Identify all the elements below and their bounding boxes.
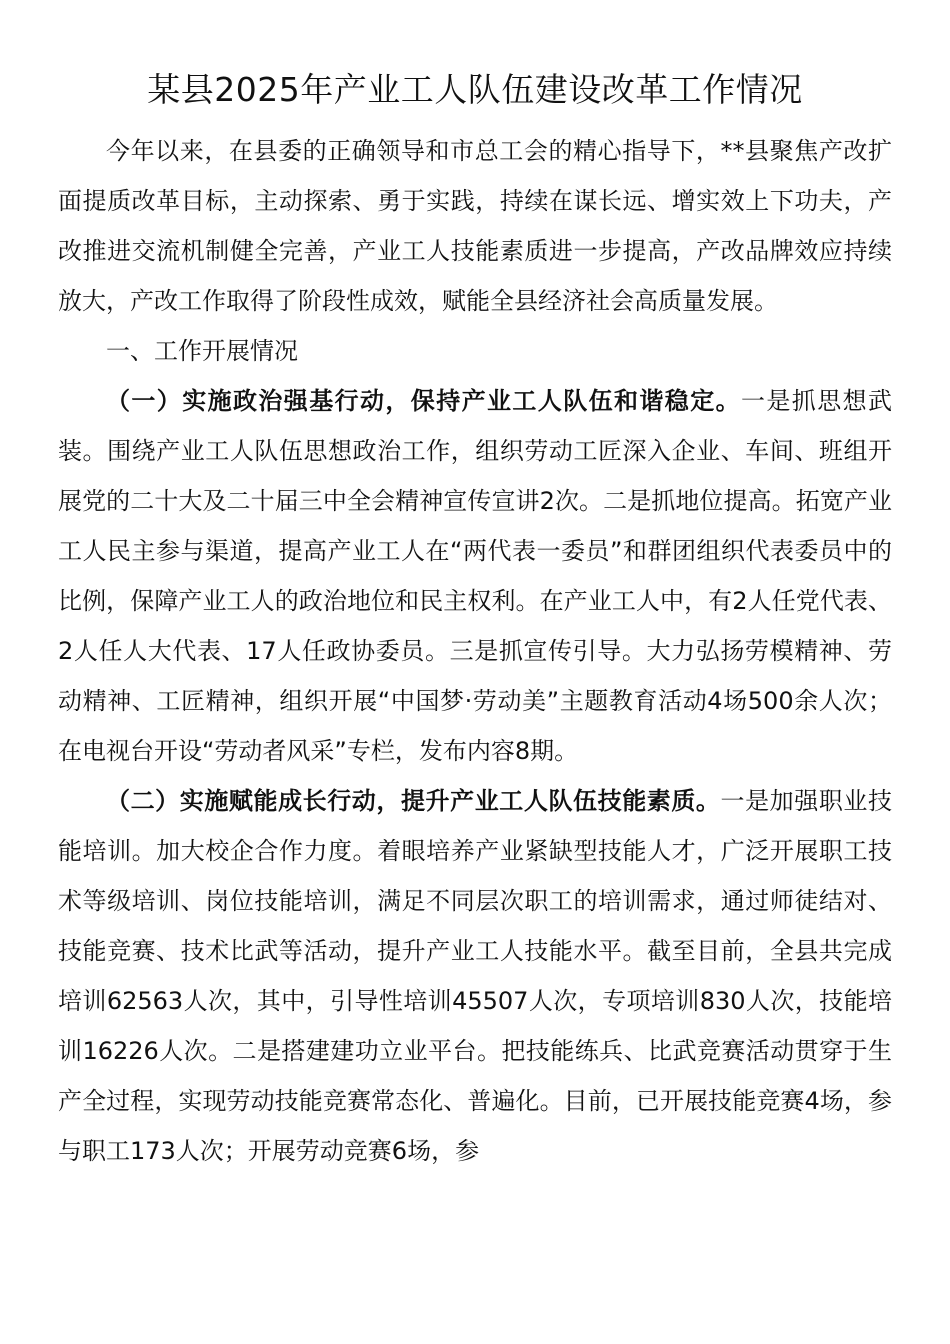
- document-title: 某县2025年产业工人队伍建设改革工作情况: [147, 70, 803, 109]
- subsection-skills-heading: （二）实施赋能成长行动，提升产业工人队伍技能素质。: [106, 787, 721, 815]
- subsection-political-body: 一是抓思想武装。围绕产业工人队伍思想政治工作，组织劳动工匠深入企业、车间、班组开展党的二十大及二十届三中全会精神宣传宣讲2次。二是抓地位提高。拓宽产业工人民主参与渠道，提高产业工人在“两代表一委员”和群团组织代表委员中的比例，保障产业工人的政治地位和民主权利。在产业工人中，有2人任党代表、2人任人大代表、17人任政协委员。三是抓宣传引导。大力弘扬劳模精神、劳动精神、工匠精神，组织开展“中国梦·劳动美”主题教育活动4场500余人次；在电视台开设“劳动者风采”专栏，发布内容8期。: [58, 387, 892, 765]
- subsection-skills-paragraph: [58, 776, 892, 1176]
- subsection-political-paragraph: [58, 376, 892, 776]
- subsection-political-heading: （一）实施政治强基行动，保持产业工人队伍和谐稳定。: [106, 387, 741, 415]
- section-heading-work-progress: 一、工作开展情况: [106, 337, 298, 365]
- subsection-skills-body: 一是加强职业技能培训。加大校企合作力度。着眼培养产业紧缺型技能人才，广泛开展职工技术等级培训、岗位技能培训，满足不同层次职工的培训需求，通过师徒结对、技能竞赛、技术比武等活动，提升产业工人技能水平。截至目前，全县共完成培训62563人次，其中，引导性培训45507人次，专项培训830人次，技能培训16226人次。二是搭建建功立业平台。把技能练兵、比武竞赛活动贯穿于生产全过程，实现劳动技能竞赛常态化、普遍化。目前，已开展技能竞赛4场，参与职工173人次；开展劳动竞赛6场，参: [58, 787, 892, 1165]
- intro-paragraph: 今年以来，在县委的正确领导和市总工会的精心指导下，**县聚焦产改扩面提质改革目标，主动探索、勇于实践，持续在谋长远、增实效上下功夫，产改推进交流机制健全完善，产业工人技能素质进一步提高，产改品牌效应持续放大，产改工作取得了阶段性成效，赋能全县经济社会高质量发展。: [58, 137, 892, 315]
- document-page: [58, 64, 892, 1176]
